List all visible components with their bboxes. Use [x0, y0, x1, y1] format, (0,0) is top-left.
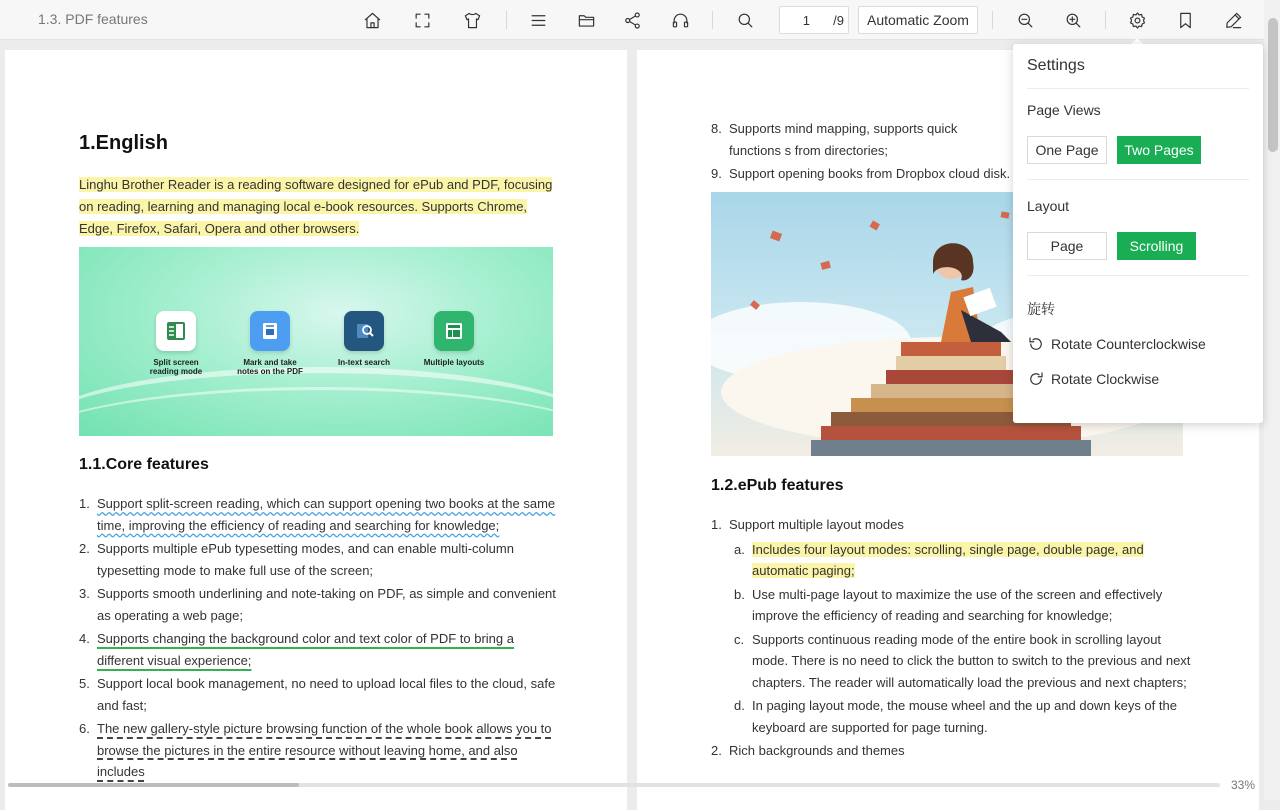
feature-label-line1: Split screen	[153, 358, 199, 367]
split-screen-icon	[156, 311, 196, 351]
pdf-page-left	[5, 50, 627, 810]
feature-text-search	[319, 311, 409, 368]
reading-progress-fill	[8, 783, 299, 787]
list-text[interactable]: The new gallery-style picture browsing function of the whole book allows you to browse the pictures in the entire resource without leaving home, and also includes	[97, 721, 552, 779]
toolbar	[0, 0, 1280, 40]
list-text: Supports smooth underlining and note-taking on PDF, as simple and convenient as operating a web page;	[97, 586, 556, 623]
settings-panel	[1013, 44, 1263, 423]
toolbar-separator	[712, 11, 713, 29]
divider	[1027, 179, 1249, 180]
list-text[interactable]: Supports changing the background color and text color of PDF to bring a different visual experience;	[97, 631, 514, 668]
search-icon[interactable]	[733, 8, 757, 32]
section-title: 1.2.ePub features	[711, 477, 844, 494]
vertical-scrollbar[interactable]	[1264, 0, 1280, 800]
toolbar-separator	[992, 11, 993, 29]
list-number: 1.	[79, 496, 90, 511]
folder-icon[interactable]	[574, 8, 598, 32]
feature-label-line1: Multiple layouts	[423, 358, 485, 367]
divider	[1027, 88, 1249, 89]
divider	[1027, 275, 1249, 276]
list-item	[711, 163, 1011, 185]
layout-label: Layout	[1027, 198, 1070, 214]
list-text: Support multiple layout modes	[729, 517, 904, 532]
zoom-select[interactable]: Automatic Zoom	[858, 6, 978, 34]
notes-icon	[250, 311, 290, 351]
layouts-icon	[434, 311, 474, 351]
rotate-label: 旋转	[1027, 301, 1055, 317]
list-text: Supports mind mapping, supports quick functions s from directories;	[729, 121, 958, 158]
page-total: /9	[833, 13, 844, 28]
list-item	[711, 118, 1011, 161]
feature-multiple-layouts	[409, 311, 499, 368]
bookmark-icon[interactable]	[1173, 8, 1197, 32]
highlighted-text[interactable]: Linghu Brother Reader is a reading software designed for ePub and PDF, focusing on reading, learning and managing local e-book resources. Supports Chrome, Edge, Firefox, Safari, Opera and other browsers.	[79, 177, 553, 236]
rotate-clockwise-label: Rotate Clockwise	[1051, 371, 1160, 387]
page-number-field[interactable]	[779, 6, 849, 34]
headphones-icon[interactable]	[668, 8, 692, 32]
banner-wave	[19, 387, 619, 507]
gear-icon[interactable]	[1125, 8, 1149, 32]
pen-icon[interactable]	[1221, 8, 1245, 32]
sub-list-item	[734, 584, 1191, 627]
one-page-button[interactable]: One Page	[1027, 136, 1107, 164]
list-item	[79, 493, 559, 536]
list-letter: d.	[734, 698, 745, 713]
list-letter: c.	[734, 631, 745, 647]
feature-label-line1: In-text search	[337, 358, 391, 367]
core-features-list	[79, 493, 559, 785]
reading-progress-bar[interactable]	[8, 783, 1220, 787]
highlighted-text[interactable]: Includes four layout modes: scrolling, single page, double page, and automatic paging;	[752, 541, 1144, 578]
list-text: Supports continuous reading mode of the entire book in scrolling layout mode. There is no need to click the button to switch to the previous and next chapters. The reader will automatically load the previous and next chapters;	[752, 631, 1191, 690]
page-heading: 1.English	[79, 132, 168, 154]
list-number: 2.	[711, 743, 722, 758]
list-item	[711, 740, 1191, 762]
list-text[interactable]: Support split-screen reading, which can support opening two books at the same time, improving the efficiency of reading and searching for knowledge;	[97, 496, 556, 533]
list-number: 9.	[711, 166, 722, 181]
list-number: 3.	[79, 586, 90, 601]
list-number: 1.	[711, 517, 722, 532]
list-number: 2.	[79, 541, 90, 556]
list-item	[79, 583, 559, 626]
list-number: 4.	[79, 631, 90, 646]
epub-features-list	[711, 514, 1191, 764]
toolbar-separator	[506, 11, 507, 29]
list-text: Support opening books from Dropbox cloud disk.	[729, 166, 1011, 181]
sub-list	[734, 539, 1191, 739]
rotate-counterclockwise-icon	[1027, 335, 1045, 353]
list-number: 8.	[711, 121, 722, 136]
sub-list-item	[734, 695, 1191, 738]
intro-paragraph	[79, 174, 559, 240]
zoom-out-icon[interactable]	[1013, 8, 1037, 32]
theme-icon[interactable]	[460, 8, 484, 32]
rotate-counterclockwise-label: Rotate Counterclockwise	[1051, 336, 1206, 352]
top-features-list	[711, 118, 1011, 187]
rotate-clockwise-icon	[1027, 370, 1045, 388]
text-search-icon	[344, 311, 384, 351]
list-item	[711, 514, 1191, 738]
menu-icon[interactable]	[526, 8, 550, 32]
sub-list-item	[734, 539, 1191, 582]
two-pages-button[interactable]: Two Pages	[1117, 136, 1201, 164]
feature-mark-notes	[225, 311, 315, 376]
fullscreen-icon[interactable]	[410, 8, 434, 32]
page-layout-button[interactable]: Page	[1027, 232, 1107, 260]
sub-list-item	[734, 629, 1191, 694]
list-item	[79, 538, 559, 581]
list-text: Use multi-page layout to maximize the use of the screen and effectively improve the efficiency of reading and searching for knowledge;	[752, 586, 1163, 623]
list-text: Rich backgrounds and themes	[729, 743, 905, 758]
feature-split-screen	[131, 311, 221, 376]
feature-banner-image	[79, 247, 553, 436]
document-title: 1.3. PDF features	[38, 11, 148, 27]
list-text: Support local book management, no need to upload local files to the cloud, safe and fast;	[97, 676, 556, 713]
section-title: 1.1.Core features	[79, 456, 209, 473]
list-item	[79, 673, 559, 716]
list-text: In paging layout mode, the mouse wheel and the up and down keys of the keyboard are supported for page turning.	[752, 698, 1177, 735]
list-number: 6.	[79, 721, 90, 736]
feature-label-line2: notes on the PDF	[237, 367, 303, 376]
page-number-input[interactable]	[780, 11, 810, 29]
list-letter: b.	[734, 586, 745, 602]
home-icon[interactable]	[360, 8, 384, 32]
list-item	[79, 718, 559, 783]
list-item	[79, 628, 559, 671]
list-number: 5.	[79, 676, 90, 691]
list-letter: a.	[734, 541, 745, 557]
toolbar-separator	[1105, 11, 1106, 29]
share-icon[interactable]	[620, 8, 644, 32]
rotate-clockwise-button[interactable]	[1027, 369, 1159, 389]
scrolling-layout-button[interactable]: Scrolling	[1117, 232, 1196, 260]
reading-progress-percent: 33%	[1231, 778, 1256, 792]
list-text: Supports multiple ePub typesetting modes, and can enable multi-column typesetting mode to make full use of the screen;	[97, 541, 514, 578]
vertical-scrollbar-thumb[interactable]	[1268, 18, 1278, 152]
page-views-label: Page Views	[1027, 102, 1101, 118]
settings-title: Settings	[1027, 57, 1085, 74]
rotate-counterclockwise-button[interactable]	[1027, 334, 1206, 354]
zoom-in-icon[interactable]	[1061, 8, 1085, 32]
feature-label-line1: Mark and take	[243, 358, 297, 367]
feature-label-line2: reading mode	[149, 367, 203, 376]
